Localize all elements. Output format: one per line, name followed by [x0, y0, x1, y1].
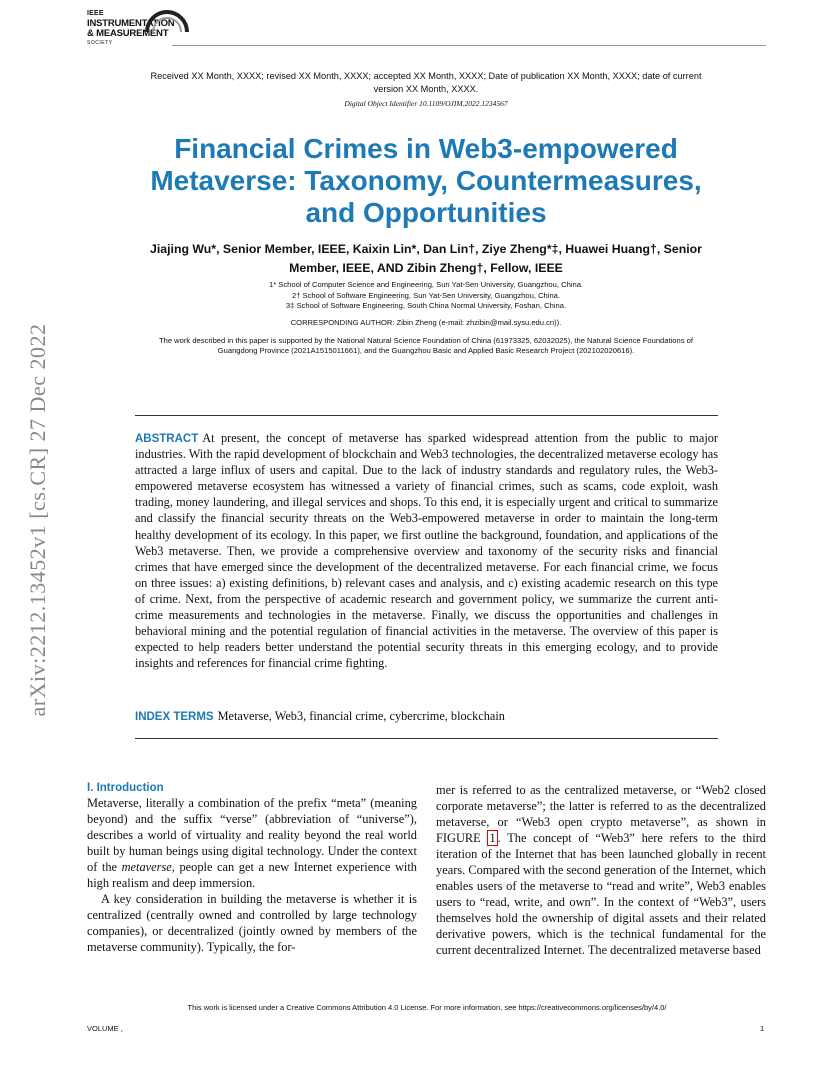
funding-note: The work described in this paper is supported by the National Natural Science Foundation of China (61973325, 62032025), the Natural Science Foundations of Guangdong Province (2021A1515011661), and the Guangzhou Basic and Applied Basic Research Project (202102020616).	[158, 336, 693, 355]
paragraph-1	[87, 795, 417, 891]
abstract-top-rule	[135, 415, 718, 416]
figure-1-link[interactable]: 1	[489, 831, 496, 845]
section-heading: I. Introduction	[87, 782, 164, 794]
index-terms-label: INDEX TERMS	[135, 711, 214, 723]
paragraph-1-text-b: , people can get a new Internet experience with high realism and deep immersion.	[87, 860, 417, 890]
left-column	[87, 782, 417, 955]
affiliation-2: 2† School of Software Engineering, Sun Yat-Sen University, Guangzhou, China.	[291, 290, 561, 300]
header-rule	[172, 45, 766, 46]
right-column	[436, 782, 766, 958]
paragraph-3-text-a: mer is referred to as the centralized metaverse, or “Web2 closed corporate metaverse”; the latter is referred to as the decentralized metaverse, or “Web3 open crypto metaverse”, as shown in FIGURE	[436, 783, 766, 845]
index-terms	[135, 709, 718, 724]
logo-line-2: INSTRUMENTATION	[87, 18, 175, 29]
logo-line-1: IEEE	[87, 10, 104, 17]
abstract-label: ABSTRACT	[135, 433, 199, 445]
license-note: This work is licensed under a Creative Commons Attribution 4.0 License. For more information, see https://creativecommons.org/licenses/by/4.0/	[187, 1003, 667, 1012]
footer-page-number: 1	[760, 1024, 765, 1033]
corresponding-author: CORRESPONDING AUTHOR: Zibin Zheng (e-mail: zhzibin@mail.sysu.edu.cn)).	[290, 318, 562, 327]
gauge-arc-icon	[143, 10, 189, 34]
abstract-bottom-rule	[135, 738, 718, 739]
paragraph-3	[436, 782, 766, 958]
paragraph-3-text-b: . The concept of “Web3” here refers to the third iteration of the Internet that has been launched globally in recent years. Compared with the second generation of the Internet, which enables users of the metaverse to “read and write”, Web3 enables users to “read, write, and own”. In the context of “Web3”, users themselves hold the ownership of digital assets and their related derivative powers, which is the technical fundamental for the current decentralized Internet. The decentralized metaverse based	[436, 831, 766, 957]
logo-line-3: & MEASUREMENT	[87, 28, 169, 39]
emphasis-metaverse: metaverse	[121, 860, 172, 874]
logo-line-4: SOCIETY	[87, 40, 113, 46]
paragraph-1-text-a: Metaverse, literally a combination of the prefix “meta” (meaning beyond) and the suffix “verse” (abbreviation of “universe”), describes a world of virtuality and reality beyond the real world built by human beings using digital technology. Under the context of the	[87, 796, 417, 874]
paper-title: Financial Crimes in Web3-empowered Metaverse: Taxonomy, Countermeasures, and Opportunities	[150, 133, 702, 228]
footer-volume: VOLUME ,	[87, 1024, 123, 1033]
paragraph-2: A key consideration in building the metaverse is whether it is centralized (centrally owned and controlled by large technology companies), or decentralized (jointly owned by members of the metaverse community). Typically, the for-	[87, 892, 417, 954]
author-list: Jiajing Wu*, Senior Member, IEEE, Kaixin Lin*, Dan Lin†, Ziye Zheng*‡, Huawei Huang†, Senior Member, IEEE, AND Zibin Zheng†, Fellow, IEEE	[150, 242, 702, 275]
affiliation-3: 3‡ School of Software Engineering, South China Normal University, Foshan, China.	[285, 301, 567, 310]
affiliations	[150, 280, 702, 312]
doi: Digital Object Identifier 10.1109/OJIM.2022.1234567	[344, 99, 508, 108]
abstract	[135, 430, 718, 671]
abstract-text: At present, the concept of metaverse has sparked widespread attention from the public to major industries. With the rapid development of blockchain and Web3 technologies, the decentralized metaverse ecology has attracted a large influx of users and capital. Due to the lack of industry standards and regulatory rules, the Web3-empowered metaverse ecosystem has witnessed a variety of financial crimes, such as scams, code exploit, wash trading, money laundering, and illegal services and shops. To this end, it is especially urgent and critical to summarize and classify the financial security threats on the Web3-empowered metaverse in order to maintain the long-term healthy development of its ecology. In this paper, we first outline the background, foundation, and applications of the Web3 metaverse. Then, we provide a comprehensive overview and taxonomy of the security risks and financial crimes that have emerged since the development of the decentralized metaverse. For each financial crime, we focus on three issues: a) existing definitions, b) relevant cases and analysis, and c) existing academic research on this type of crime. Next, from the perspective of academic research and government policy, we summarize the current anti-crime measurements and technologies in the metaverse. Finally, we discuss the opportunities and challenges in behavioral mining and the potential regulation of financial activities in the metaverse. The overview of this paper is expected to help readers better understand the potential security threats in this emerging ecology, and to provide insights and references for financial crime fighting.	[135, 431, 718, 671]
society-logo	[87, 10, 207, 50]
received-dates: Received XX Month, XXXX; revised XX Month, XXXX; accepted XX Month, XXXX; Date of publication XX Month, XXXX; date of current version XX Month, XXXX.	[150, 71, 702, 94]
index-terms-text: Metaverse, Web3, financial crime, cybercrime, blockchain	[217, 709, 505, 723]
arxiv-stamp: arXiv:2212.13452v1 [cs.CR] 27 Dec 2022	[25, 323, 50, 717]
affiliation-1: 1* School of Computer Science and Engineering, Sun Yat-Sen University, Guangzhou, China.	[268, 280, 584, 289]
